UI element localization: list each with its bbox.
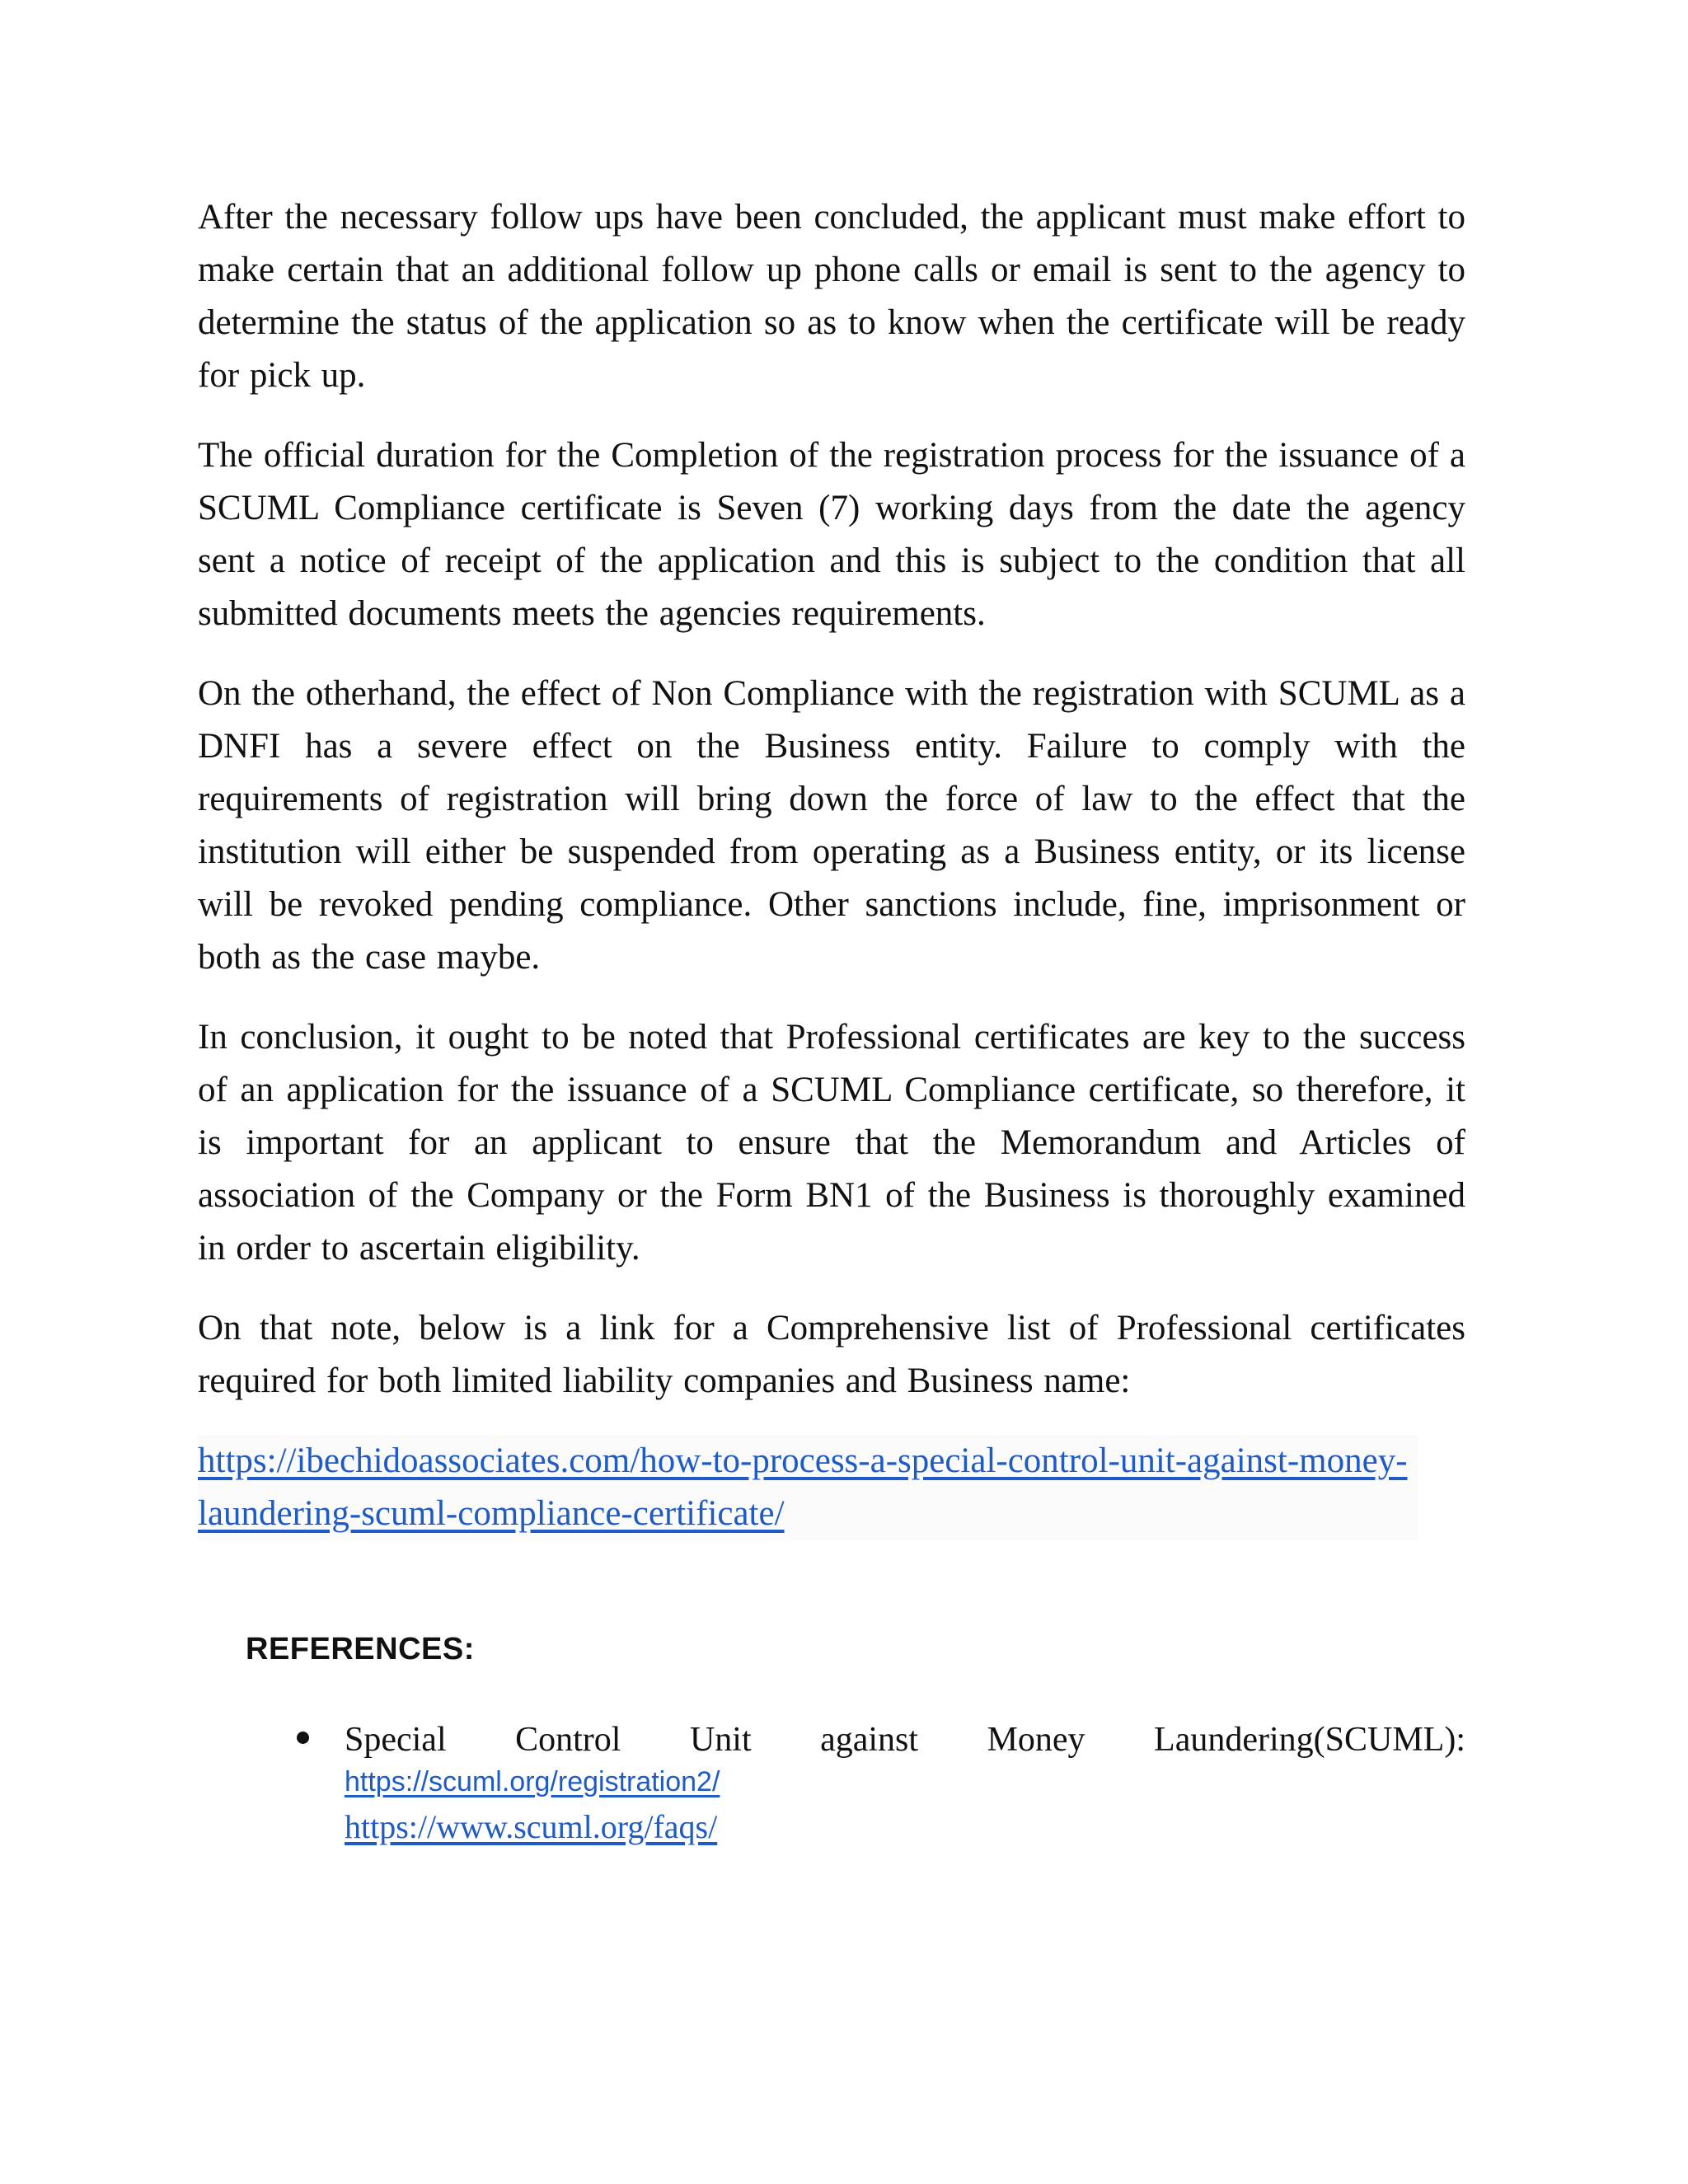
- main-link[interactable]: https://ibechidoassociates.com/how-to-process-a-special-control-unit-against-money-laundering-scuml-compliance-certificate/: [198, 1441, 1408, 1533]
- paragraph-link-intro: On that note, below is a link for a Comprehensive list of Professional certificates required for both limited liability companies and Business name:: [198, 1309, 1465, 1400]
- paragraph-conclusion: In conclusion, it ought to be noted that Professional certificates are key to the success of an application for the issuance of a SCUML Compliance certificate, so therefore, it is important for an applicant to ensure that the Memorandum and Articles of association of the Company or the Form BN1 of the Business is thoroughly examined in order to ascertain eligibility.: [198, 1018, 1465, 1268]
- bullet-icon: [297, 1732, 309, 1744]
- references-heading: REFERENCES:: [246, 1632, 475, 1666]
- reference-link-registration[interactable]: https://scuml.org/registration2/: [345, 1766, 720, 1797]
- reference-title: Special Control Unit against Money Laundering(SCUML):: [345, 1721, 1465, 1759]
- body-text: [198, 191, 1465, 1540]
- main-link-container: [198, 1435, 1418, 1540]
- reference-link-faqs[interactable]: https://www.scuml.org/faqs/: [345, 1808, 718, 1845]
- paragraph-follow-up: After the necessary follow ups have been concluded, the applicant must make effort to make certain that an additional follow up phone calls or email is sent to the agency to determine the status of the application so as to know when the certificate will be ready for pick up.: [198, 198, 1465, 395]
- paragraph-duration: The official duration for the Completion of the registration process for the issuance of a SCUML Compliance certificate is Seven (7) working days from the date the agency sent a notice of receipt of the application and this is subject to the condition that all submitted documents meets the agencies requirements.: [198, 436, 1465, 633]
- paragraph-non-compliance: On the otherhand, the effect of Non Compliance with the registration with SCUML as a DNFI has a severe effect on the Business entity. Failure to comply with the requirements of registration will bring down the force of law to the effect that the institution will either be suspended from operating as a Business entity, or its license will be revoked pending compliance. Other sanctions include, fine, imprisonment or both as the case maybe.: [198, 674, 1465, 977]
